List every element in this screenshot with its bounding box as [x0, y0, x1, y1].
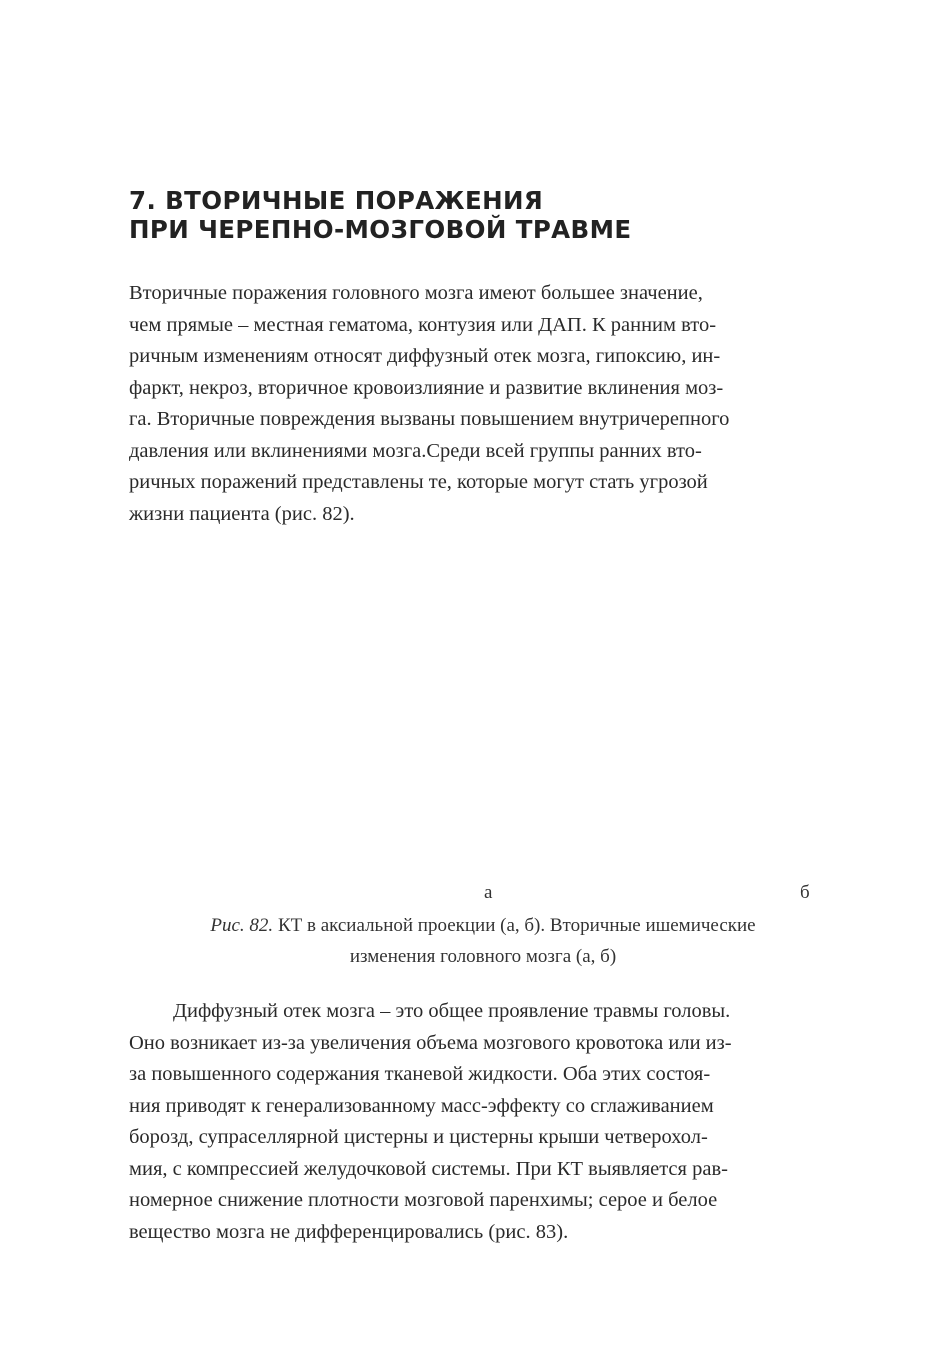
figure-82-caption: [129, 910, 837, 972]
figure-label-a: а: [484, 882, 493, 903]
figure-label-b: б: [800, 882, 810, 903]
caption-line-1-text: КТ в аксиальной проекции (а, б). Вторичные ишемические: [273, 915, 756, 936]
chapter-title-line-1: 7. ВТОРИЧНЫЕ ПОРАЖЕНИЯ: [129, 186, 544, 215]
chapter-title: [129, 186, 849, 244]
caption-line-2: изменения головного мозга (а, б): [349, 946, 617, 967]
book-page: 7. ВТОРИЧНЫЕ ПОРАЖЕНИЯ ПРИ ЧЕРЕПНО-МОЗГОВОЙ ТРАВМЕ Вторичные поражения головного мозга имеют большее значение, чем прямые – местная гематома, контузия или ДАП. К ранним вто- ричным изменениям относят диффузный отек мозга, гипоксию, ин- фаркт, некроз, вторичное кровоизлияние и развитие вклинения моз- га. Вторичные повреждения вызваны повышением внутричерепного давления или вклинениями мозга.Среди всей группы ранних вто- ричных поражений представлены те, которые могут стать угрозой жизни пациента (рис. 82). а б Рис. 82. КТ в аксиальной проекции (а, б). Вторичные ишемические изменения головного мозга (а, б) Диффузный отек мозга – это общее проявление травмы головы. Оно возникает из-за увеличения объема мозгового кровотока или из- за повышенного содержания тканевой жидкости. Оба этих состоя- ния приводят к генерализованному масс-эффекту со сглаживанием борозд, супраселлярной цистерны и цистерны крыши четверохол- мия, с компрессией желудочковой системы. При КТ выявляется рав- номерное снижение плотности мозговой паренхимы; серое и белое вещество мозга не дифференцировались (рис. 83).: [0, 0, 951, 1350]
chapter-title-line-2: ПРИ ЧЕРЕПНО-МОЗГОВОЙ ТРАВМЕ: [129, 215, 632, 244]
caption-figure-ref: Рис. 82.: [210, 915, 274, 936]
caption-line-1: [129, 910, 837, 941]
